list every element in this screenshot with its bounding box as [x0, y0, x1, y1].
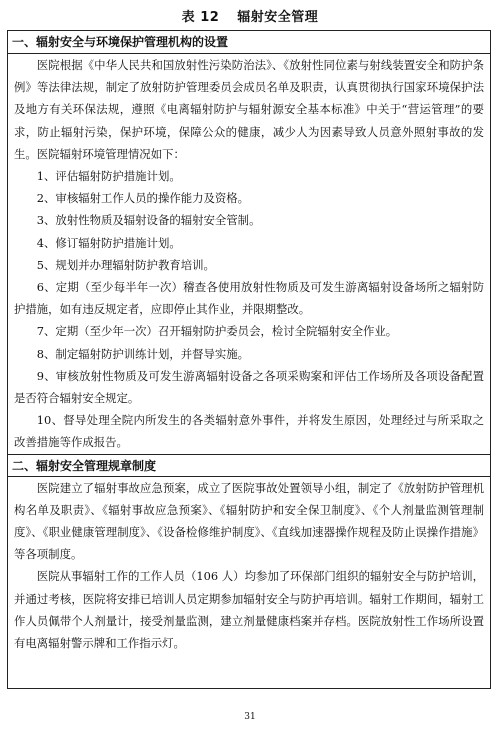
list-item: 1、评估辐射防护措施计划。	[36, 169, 181, 184]
list-item: 9、审核放射性物质及可发生游离辐射设备之各项采购案和评估工作场所及各项设备配置是否符合辐射安全规定。	[14, 368, 484, 406]
list-item: 3、放射性物质及辐射设备的辐射安全管制。	[36, 213, 261, 228]
section-heading-organization: 一、辐射安全与环境保护管理机构的设置	[8, 31, 490, 54]
list-item: 5、规划并办理辐射防护教育培训。	[36, 257, 215, 272]
list-item: 6、定期（至少每半年一次）稽查各使用放射性物质及可发生游离辐射设备场所之辐射防护措施，如有违反规定者，应即停止其作业，并限期整改。	[14, 280, 484, 317]
content-table	[7, 30, 491, 689]
regulations-paragraph: 医院建立了辐射事故应急预案，成立了医院事故处置领导小组，制定了《放射防护管理机构名单及职责》、《辐射事故应急预案》、《辐射防护和安全保卫制度》、《个人剂量监测管理制度》、《职业健康管理制度》、《设备检修维护制度》、《直线加速器操作规程及防止误操作措施》等各项制度。	[14, 480, 484, 562]
page-number: 31	[244, 712, 256, 722]
table-title	[0, 6, 500, 25]
section-body-organization	[8, 54, 490, 454]
section-body-regulations	[8, 477, 490, 655]
list-item: 8、制定辐射防护训练计划，并督导实施。	[36, 346, 250, 361]
list-item: 7、定期（至少年一次）召开辐射防护委员会，检讨全院辐射安全作业。	[36, 324, 398, 339]
section-heading-regulations: 二、辐射安全管理规章制度	[8, 454, 490, 477]
training-paragraph: 医院从事辐射工作的工作人员（106 人）均参加了环保部门组织的辐射安全与防护培训，并通过考核，医院将安排已培训人员定期参加辐射安全与防护再培训。辐射工作期间，辐射工作人员佩带个人剂量计，接受剂量监测，建立剂量健康档案并存档。医院放射性工作场所设置有电离辐射警示牌和工作指示灯。	[14, 569, 484, 651]
list-item: 4、修订辐射防护措施计划。	[36, 235, 181, 250]
section-intro-paragraph: 医院根据《中华人民共和国放射性污染防治法》、《放射性同位素与射线装置安全和防护条例》等法律法规，制定了放射防护管理委员会成员名单及职责，认真贯彻执行国家环境保护法及地方有关环保法规，遵照《电离辐射防护与辐射源安全基本标准》中关于“营运管理”的要求，防止辐射污染，保护环境，保障公众的健康，减少人为因素导致人员意外照射事故的发生。医院辐射环境管理情况如下：	[14, 58, 484, 161]
list-item: 10、督导处理全院内所发生的各类辐射意外事件，并将发生原因，处理经过与所采取之改善措施等作成报告。	[14, 413, 484, 450]
list-item: 2、审核辐射工作人员的操作能力及资格。	[36, 191, 250, 206]
table-title-text: 辐射安全管理	[237, 10, 319, 25]
table-number: 表 12	[181, 10, 220, 25]
